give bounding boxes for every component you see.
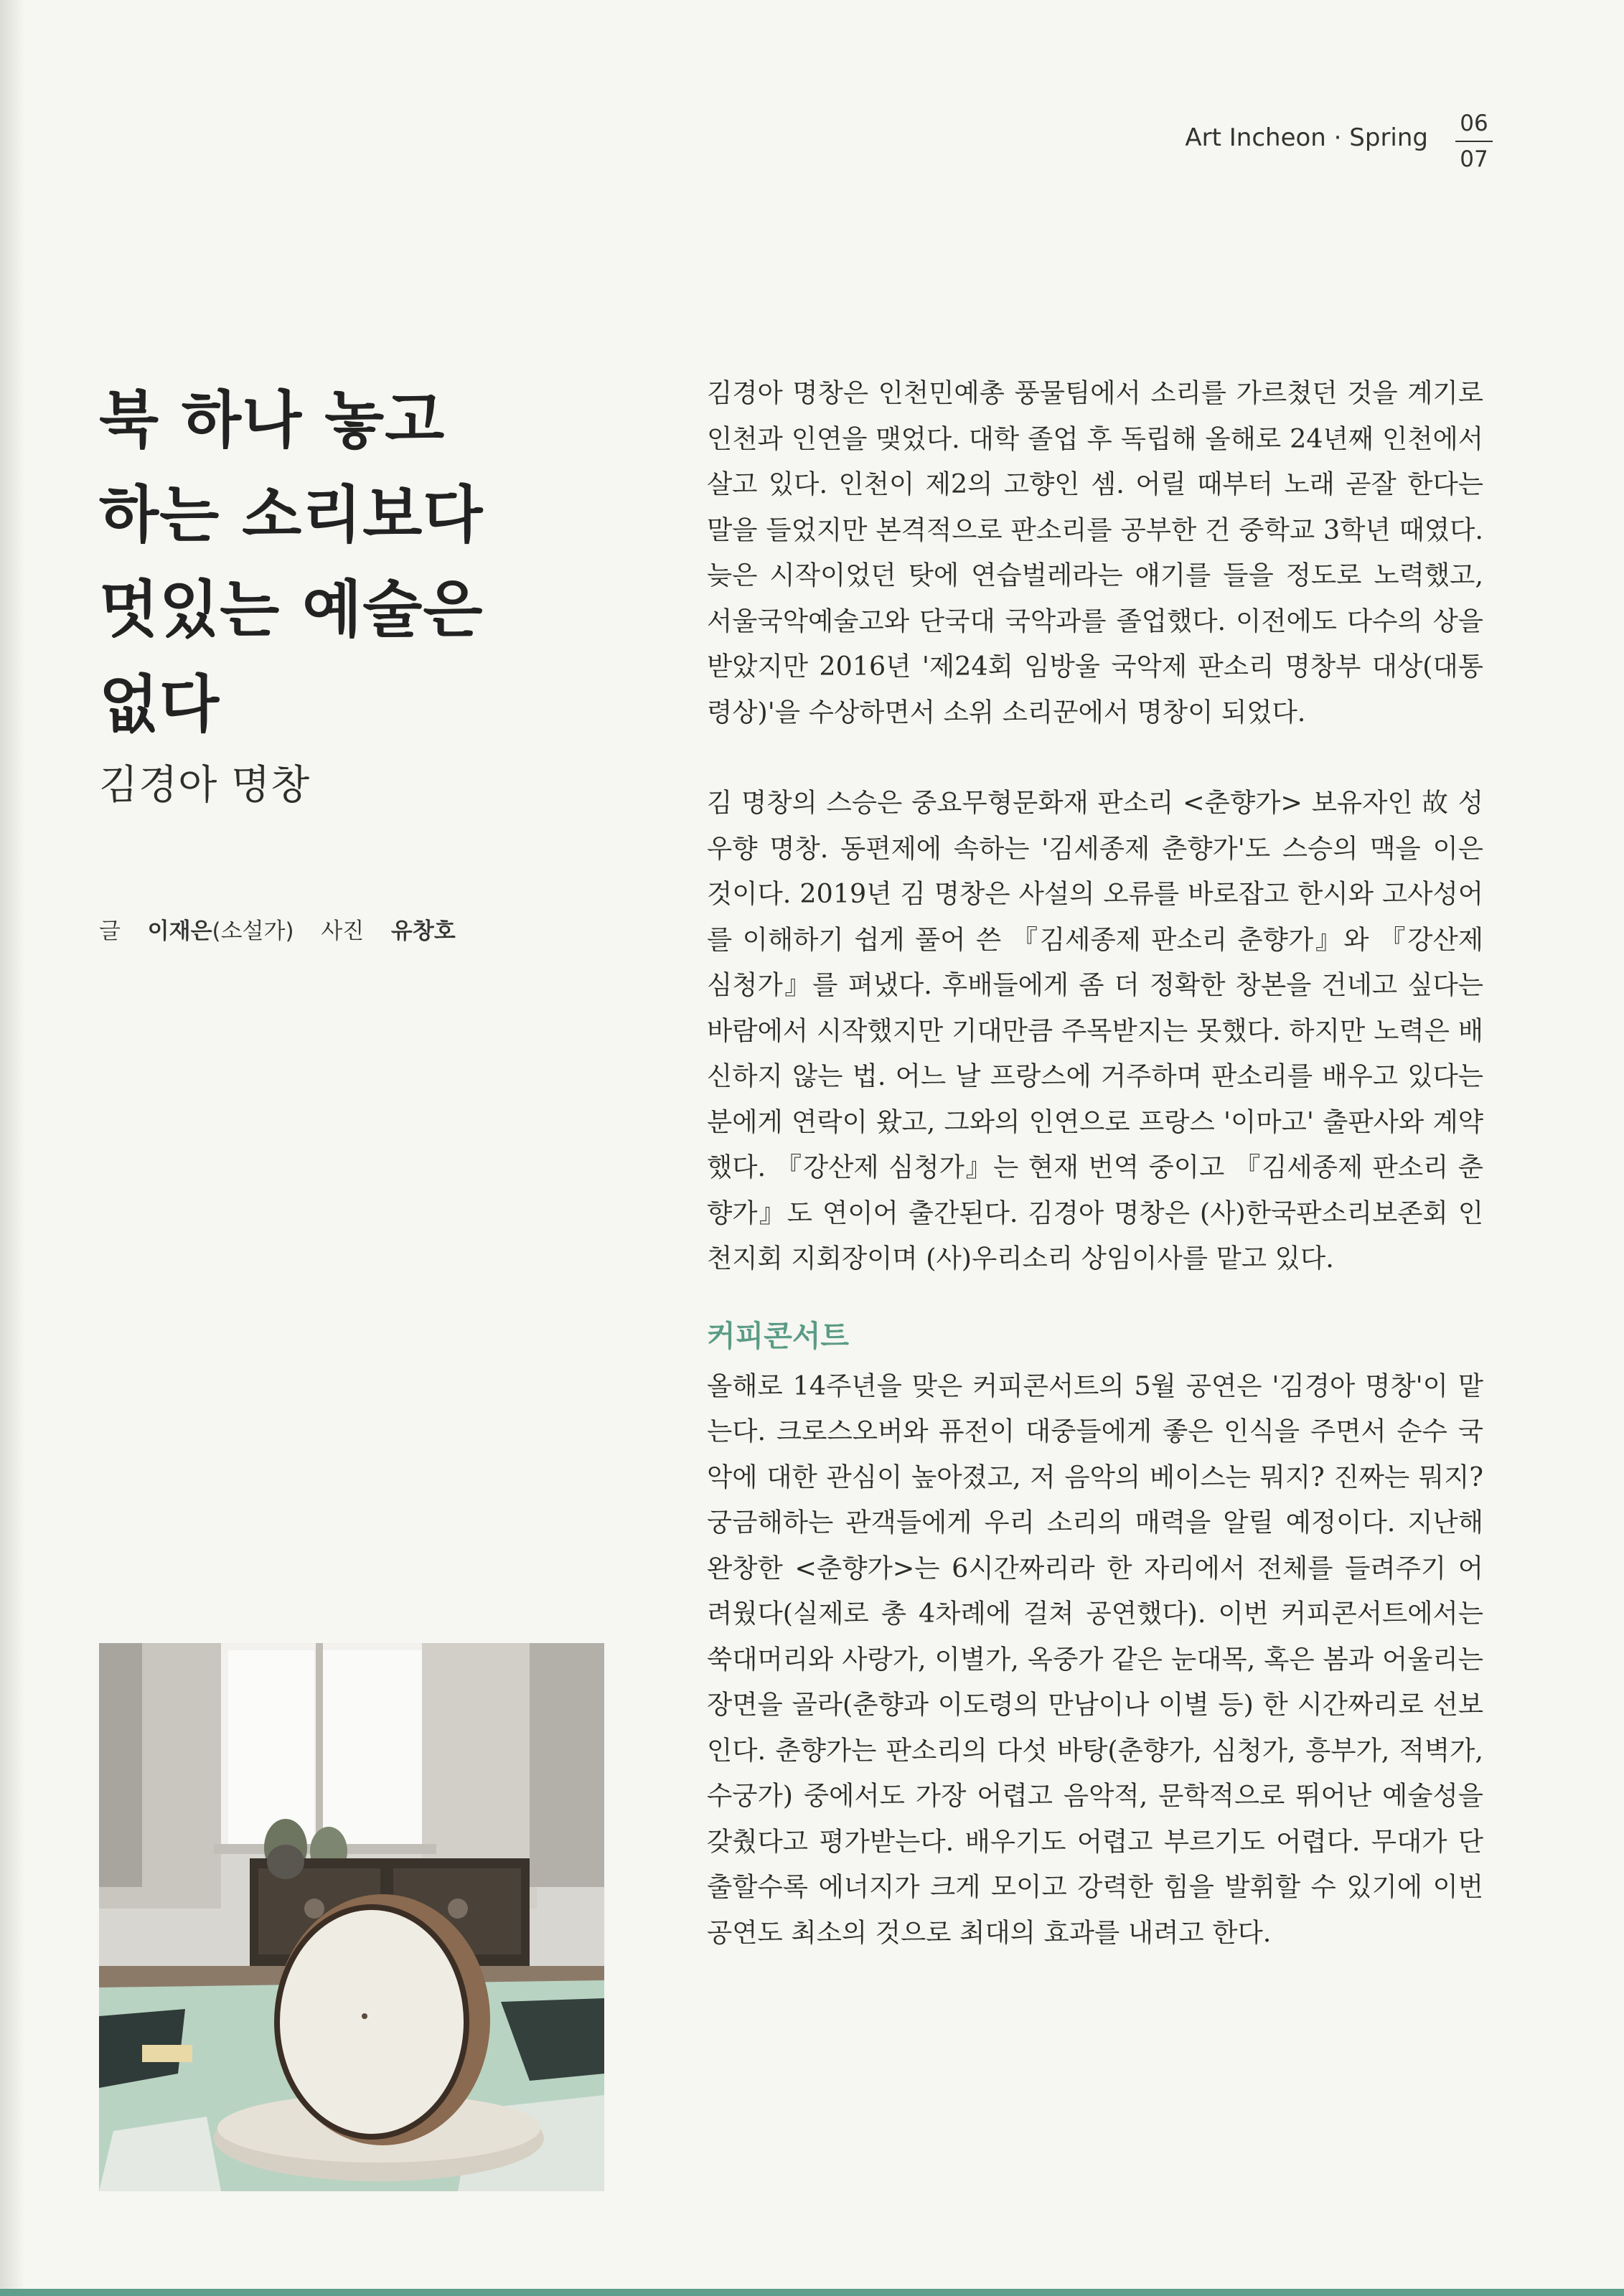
title-line: 멋있는 예술은 (99, 574, 484, 646)
body-paragraph: 김경아 명창은 인천민예총 풍물팀에서 소리를 가르쳤던 것을 계기로 인천과 인연을 맺었다. 대학 졸업 후 독립해 올해로 24년째 인천에서 살고 있다. 인천이 제2의 고향인 셈. 어릴 때부터 노래 곧잘 한다는 말을 들었지만 본격적으로 판소리를 공부한 건 중학교 3학년 때였다. 늦은 시작이었던 탓에 연습벌레라는 얘기를 들을 정도로 노력했고, 서울국악예술고와 단국대 국악과를 졸업했다. 이전에도 다수의 상을 받았지만 2016년 '제24회 임방울 국악제 판소리 명창부 대상(대통령상)'을 수상하면서 소위 소리꾼에서 명창이 되었다. (707, 377, 1483, 728)
article-photo (99, 1643, 604, 2191)
page-number-divider (1455, 141, 1493, 142)
photographer-name: 유창호 (390, 918, 456, 944)
page-number-left: 06 (1460, 110, 1488, 136)
title-line: 하는 소리보다 (99, 479, 484, 551)
writer-role: (소설가) (212, 918, 294, 944)
title-line: 없다 (99, 669, 220, 740)
writer-label: 글 (99, 918, 121, 944)
article-title (99, 373, 601, 752)
running-head: Art Incheon · Spring (1185, 123, 1428, 152)
photo-label: 사진 (321, 918, 365, 944)
page-numbers (1451, 108, 1497, 175)
page-number-right: 07 (1460, 146, 1488, 172)
body-paragraph: 김 명창의 스승은 중요무형문화재 판소리 <춘향가> 보유자인 故 성우향 명창. 동편제에 속하는 '김세종제 춘향가'도 스승의 맥을 이은 것이다. 2019년 김 명창은 사설의 오류를 바로잡고 한시와 고사성어를 이해하기 쉽게 풀어 쓴 『김세종제 판소리 춘향가』와 『강산제 심청가』를 펴냈다. 후배들에게 좀 더 정확한 창본을 건네고 싶다는 바람에서 시작했지만 기대만큼 주목받지는 못했다. 하지만 노력은 배신하지 않는 법. 어느 날 프랑스에 거주하며 판소리를 배우고 있다는 분에게 연락이 왔고, 그와의 인연으로 프랑스 '이마고' 출판사와 계약했다. 『강산제 심청가』는 현재 번역 중이고 『김세종제 판소리 춘향가』도 연이어 출간된다. 김경아 명창은 (사)한국판소리보존회 인천지회 지회장이며 (사)우리소리 상임이사를 맡고 있다. (707, 787, 1483, 1274)
section-heading: 커피콘서트 (707, 1318, 850, 1353)
article-credits (99, 913, 601, 945)
title-line: 북 하나 놓고 (99, 385, 446, 456)
page-bottom-band (0, 2289, 1624, 2296)
writer-name: 이재은 (147, 918, 212, 944)
page-edge-shadow (0, 0, 24, 2296)
article-body (707, 370, 1483, 1955)
article-subtitle: 김경아 명창 (99, 762, 311, 809)
body-paragraph: 올해로 14주년을 맞은 커피콘서트의 5월 공연은 '김경아 명창'이 맡는다. 크로스오버와 퓨전이 대중들에게 좋은 인식을 주면서 순수 국악에 대한 관심이 높아졌고, 저 음악의 베이스는 뭐지? 진짜는 뭐지? 궁금해하는 관객들에게 우리 소리의 매력을 알릴 예정이다. 지난해 완창한 <춘향가>는 6시간짜리라 한 자리에서 전체를 들려주기 어려웠다(실제로 총 4차례에 걸쳐 공연했다). 이번 커피콘서트에서는 쑥대머리와 사랑가, 이별가, 옥중가 같은 눈대목, 혹은 봄과 어울리는 장면을 골라(춘향과 이도령의 만남이나 이별 등) 한 시간짜리로 선보인다. 춘향가는 판소리의 다섯 바탕(춘향가, 심청가, 흥부가, 적벽가, 수궁가) 중에서도 가장 어렵고 음악적, 문학적으로 뛰어난 예술성을 갖췄다고 평가받는다. 배우기도 어렵고 부르기도 어렵다. 무대가 단출할수록 에너지가 크게 모이고 강력한 힘을 발휘할 수 있기에 이번 공연도 최소의 것으로 최대의 효과를 내려고 한다. (707, 1370, 1483, 1948)
